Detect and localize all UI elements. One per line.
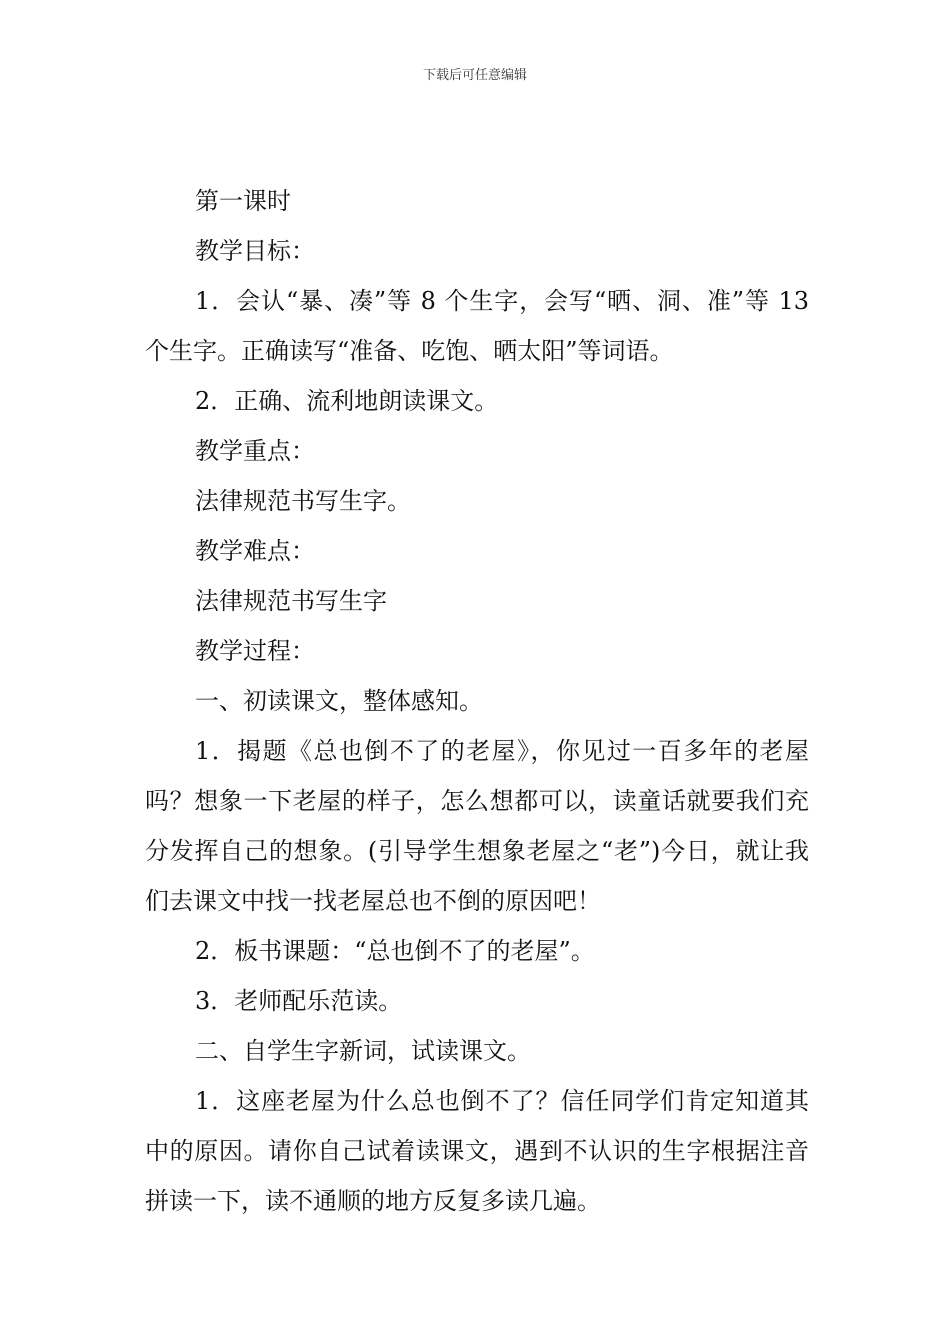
process-step-2-heading: 二、自学生字新词，试读课文。 <box>195 1037 531 1065</box>
key-points-text: 法律规范书写生字。 <box>195 487 411 515</box>
process-step-1-item-2: 2．板书课题：“总也倒不了的老屋”。 <box>195 937 595 965</box>
process-step-1-heading: 一、初读课文，整体感知。 <box>195 687 483 715</box>
document-body <box>145 176 809 1226</box>
section-heading-process: 教学过程： <box>195 637 315 665</box>
difficulties-text: 法律规范书写生字 <box>195 587 387 615</box>
objective-item-1: 1．会认“暴、凑”等 8 个生字，会写“晒、洞、准”等 13 个生字。正确读写“准备、吃饱、晒太阳”等词语。 <box>145 287 809 365</box>
section-heading-difficulties: 教学难点： <box>195 537 315 565</box>
process-step-2-item-1: 1．这座老屋为什么总也倒不了？信任同学们肯定知道其中的原因。请你自己试着读课文，遇到不认识的生字根据注音拼读一下，读不通顺的地方反复多读几遍。 <box>145 1087 809 1215</box>
objective-item-2: 2．正确、流利地朗读课文。 <box>195 387 499 415</box>
process-step-1-item-3: 3．老师配乐范读。 <box>195 987 403 1015</box>
process-step-1-item-1: 1．揭题《总也倒不了的老屋》，你见过一百多年的老屋吗？想象一下老屋的样子，怎么想都可以，读童话就要我们充分发挥自己的想象。(引导学生想象老屋之“老”)今日，就让我们去课文中找一找老屋总也不倒的原因吧！ <box>145 737 809 915</box>
lesson-title: 第一课时 <box>195 187 291 215</box>
page-header-note: 下载后可任意编辑 <box>422 68 527 83</box>
section-heading-key-points: 教学重点： <box>195 437 315 465</box>
section-heading-objectives: 教学目标： <box>195 237 315 265</box>
